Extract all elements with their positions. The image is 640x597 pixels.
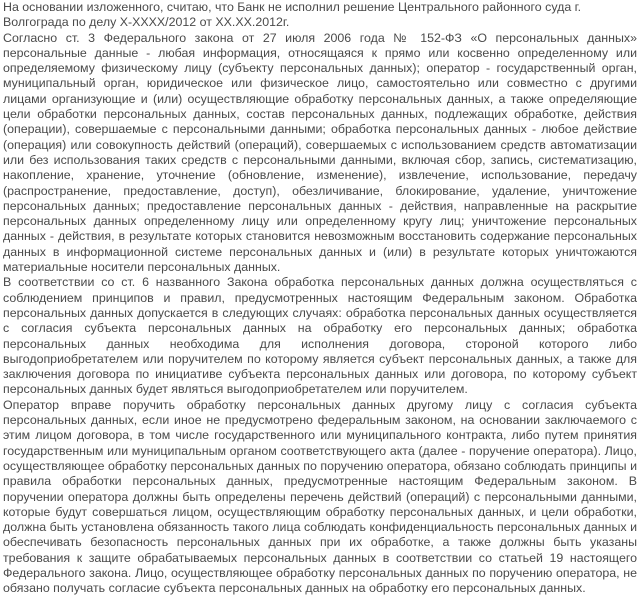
paragraph-definitions: Согласно ст. 3 Федерального закона от 27 июля 2006 года № 152-ФЗ «О персональных данных» персональные данные - любая информация, относящаяся к прямо или косвенно определенному или определяемому физическому лицу (субъекту персональных данных); оператор - государственный орган, муниципальный орган, юридическое или физическое лицо, самостоятельно или совместно с другими лицами организующие и (или) осуществляющие обработку персональных данных, а также определяющие цели обработки персональных данных, состав персональных данных, подлежащих обработке, действия (операции), совершаемые с персональными данными; обработка персональных данных - любое действие (операция) или совокупность действий (операций), совершаемых с использованием средств автоматизации или без использования таких средств с персональными данными, включая сбор, запись, систематизацию, накопление, хранение, уточнение (обновление, изменение), извлечение, использование, передачу (распространение, предоставление, доступ), обезличивание, блокирование, удаление, уничтожение персональных данных; предоставление персональных данных - действия, направленные на раскрытие персональных данных определенному лицу или определенному кругу лиц; уничтожение персональных данных - действия, в результате которых становится невозможным восстановить содержание персональных данных в информационной системе персональных данных и (или) в результате которых уничтожаются материальные носители персональных данных. (3, 30, 637, 275)
paragraph-operator-instruction: Оператор вправе поручить обработку персональных данных другому лицу с согласия субъекта персональных данных, если иное не предусмотрено федеральным законом, на основании заключаемого с этим лицом договора, в том числе государственного или муниципального контракта, либо путем принятия государственным или муниципальным органом соответствующего акта (далее - поручение оператора). Лицо, осуществляющее обработку персональных данных по поручению оператора, обязано соблюдать принципы и правила обработки персональных данных, предусмотренные настоящим Федеральным законом. В поручении оператора должны быть определены перечень действий (операций) с персональными данными, которые будут совершаться лицом, осуществляющим обработку персональных данных, и цели обработки, должна быть установлена обязанность такого лица соблюдать конфиденциальность персональных данных и обеспечивать безопасность персональных данных при их обработке, а также должны быть указаны требования к защите обрабатываемых персональных данных в соответствии со статьей 19 настоящего Федерального закона. Лицо, осуществляющее обработку персональных данных по поручению оператора, не обязано получать согласие субъекта персональных данных на обработку его персональных данных. (3, 397, 637, 596)
paragraph-article-6: В соответствии со ст. 6 названного Закона обработка персональных данных должна осуществляться с соблюдением принципов и правил, предусмотренных настоящим Федеральным законом. Обработка персональных данных допускается в следующих случаях: обработка персональных данных осуществляется с согласия субъекта персональных данных на обработку его персональных данных; обработка персональных данных необходима для исполнения договора, стороной которого либо выгодоприобретателем или поручителем по которому является субъект персональных данных, а также для заключения договора по инициативе субъекта персональных данных или договора, по которому субъект персональных данных будет являться выгодоприобретателем или поручителем. (3, 275, 637, 397)
paragraph-conclusion: На основании изложенного, считаю, что Банк не исполнил решение Центрального районного суда г. Волгограда по делу Х-ХХХХ/2012 от ХХ.ХХ.2012г. (3, 0, 582, 30)
